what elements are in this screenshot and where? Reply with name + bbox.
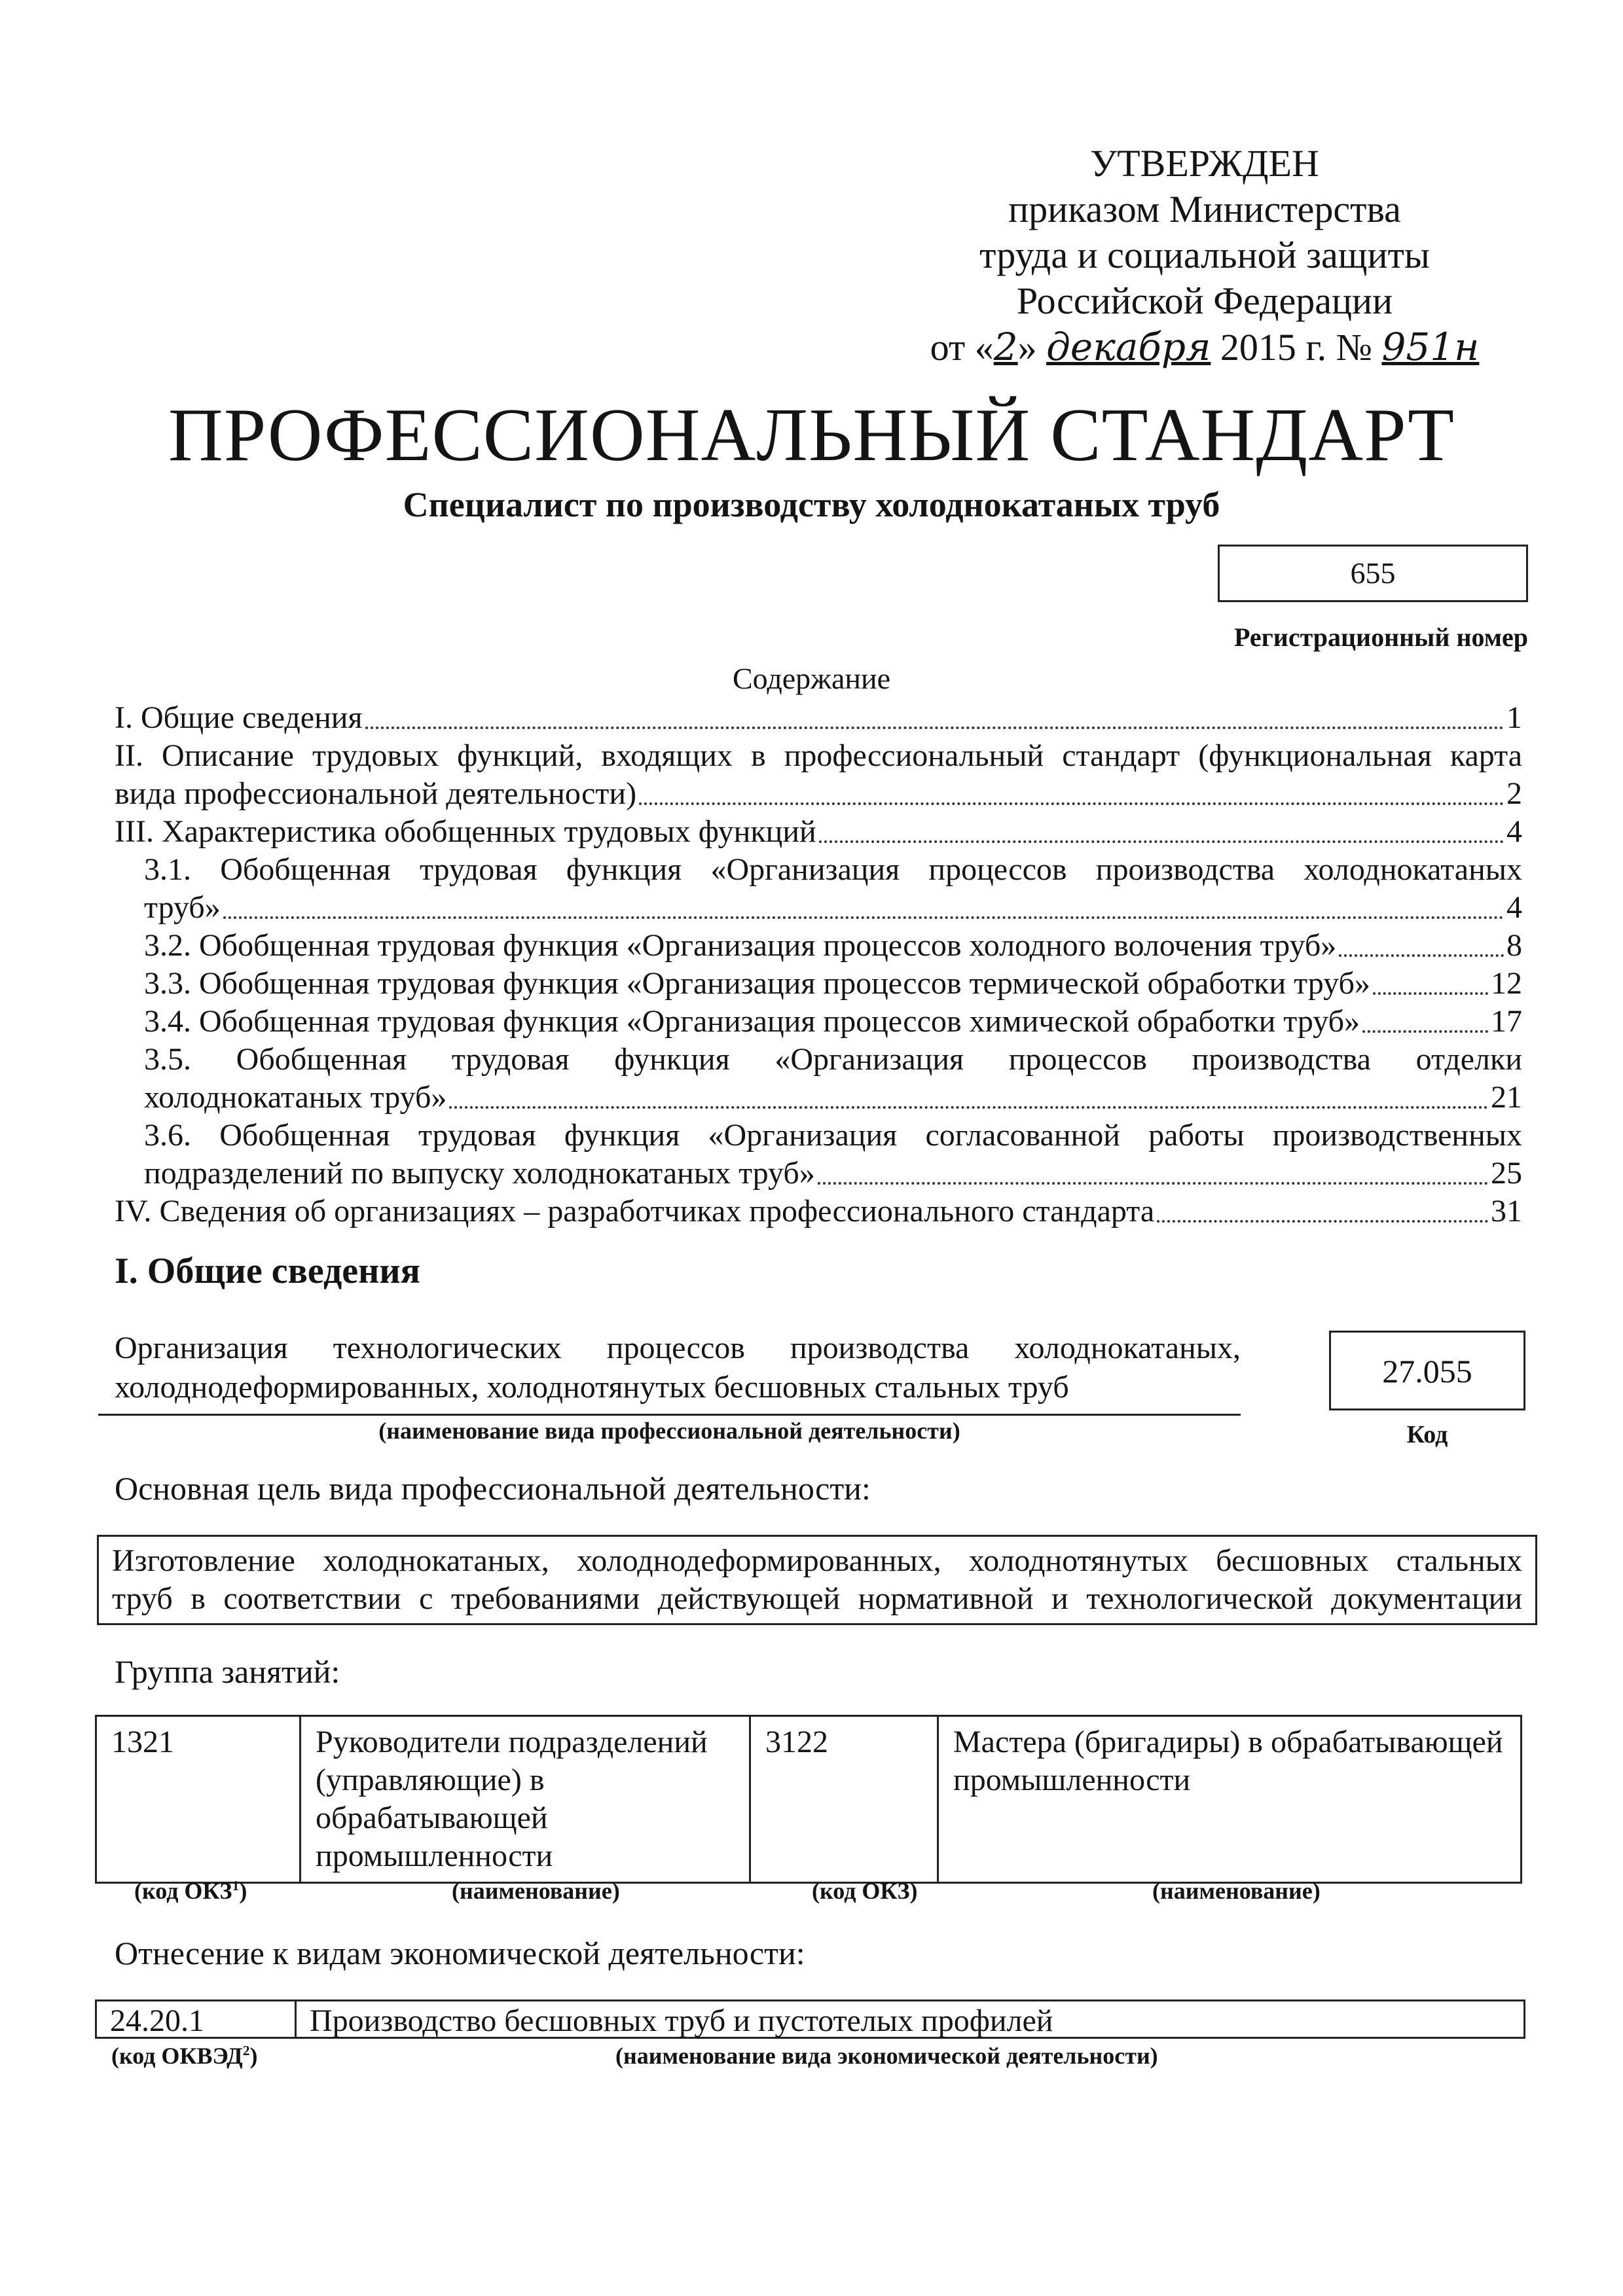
document-title: ПРОФЕССИОНАЛЬНЫЙ СТАНДАРТ [168,393,1455,477]
toc-item[interactable]: 3.3. Обобщенная трудовая функция «Организация процессов термической обработки труб» 12 [144,966,1522,1001]
toc-title: Содержание [732,662,891,695]
toc-item[interactable]: 3.2. Обобщенная трудовая функция «Организация процессов холодного волочения труб» 8 [144,928,1522,963]
okz-name-caption: (наименование) [452,1878,620,1904]
toc-item[interactable]: 3.4. Обобщенная трудовая функция «Организация процессов химической обработки труб» 17 [144,1004,1522,1039]
okved-code-cell: 24.20.1 [110,2003,204,2038]
toc-item[interactable]: вида профессиональной деятельности) 2 [115,776,1522,811]
goal-label: Основная цель вида профессиональной деятельности: [115,1470,871,1507]
toc-item-line[interactable]: II. Описание трудовых функций, входящих в профессиональный стандарт (функциональная карта [115,738,1522,773]
table-row [96,1716,1522,1883]
toc-item-line[interactable]: 3.6. Обобщенная трудовая функция «Организация согласованной работы производственных [144,1118,1522,1153]
toc-item[interactable]: I. Общие сведения 1 [115,700,1522,735]
activity-name [115,1329,1241,1407]
toc-item[interactable]: холоднокатаных труб» 21 [144,1080,1522,1115]
section-heading: I. Общие сведения [115,1251,420,1291]
activity-line: холоднодеформированных, холоднотянутых бесшовных стальных труб [115,1370,1069,1405]
approval-line: Российской Федерации [1016,279,1393,322]
group-label: Группа занятий: [115,1653,340,1690]
okz-name-cell: Руководители подразделений (управляющие) в обрабатывающей промышленности [301,1716,750,1883]
date-year: 2015 г. № [1211,326,1382,368]
occupation-group-table [95,1715,1522,1884]
activity-line: Организация технологических процессов производства холоднокатаных, [115,1331,1241,1365]
okved-name-caption: (наименование вида экономической деятельности) [615,2043,1158,2069]
okved-label: Отнесение к видам экономической деятельности: [115,1935,805,1971]
okved-code-caption: (код ОКВЭД$^2$) [111,2043,258,2069]
approval-line: приказом Министерства [1008,188,1401,230]
toc-item-line[interactable]: 3.1. Обобщенная трудовая функция «Организация процессов производства холоднокатаных [144,852,1522,887]
approval-date-line [917,324,1493,370]
okz-name-cell: Мастера (бригадиры) в обрабатывающей промышленности [938,1716,1522,1883]
registration-number-box: 655 [1218,545,1528,602]
date-mid: » [1017,326,1047,368]
activity-underline [98,1414,1241,1416]
toc-item[interactable]: III. Характеристика обобщенных трудовых функций 4 [115,814,1522,849]
registration-number-label: Регистрационный номер [1233,622,1528,652]
goal-box [97,1535,1537,1625]
approval-line: УТВЕРЖДЕН [1090,142,1319,185]
approval-line: труда и социальной защиты [979,234,1430,276]
okved-divider [295,2001,297,2038]
date-month: декабря [1046,325,1211,369]
toc-item[interactable]: подразделений по выпуску холоднокатаных труб» 25 [144,1156,1522,1191]
okved-name-cell: Производство бесшовных труб и пустотелых профилей [310,2003,1053,2038]
okz-code-cell: 3122 [750,1716,938,1883]
activity-caption: (наименование вида профессиональной деятельности) [378,1418,960,1444]
okved-table [95,2000,1525,2039]
document-subtitle: Специалист по производству холоднокатаных труб [403,485,1220,524]
order-number: 951н [1381,325,1480,369]
toc-item-line[interactable]: 3.5. Обобщенная трудовая функция «Организация процессов производства отделки [144,1042,1522,1077]
toc-item[interactable]: IV. Сведения об организациях – разработчиках профессионального стандарта 31 [115,1194,1522,1229]
date-day: 2 [993,325,1018,369]
toc-item[interactable]: труб» 4 [144,890,1522,925]
approval-block [917,141,1493,370]
goal-line: Изготовление холоднокатаных, холоднодеформированных, холоднотянутых бесшовных стальных [112,1543,1522,1578]
okz-name-caption: (наименование) [1152,1878,1321,1904]
goal-line: труб в соответствии с требованиями действующей нормативной и технологической документации [112,1581,1522,1616]
okz-code-caption: (код ОКЗ) [812,1878,918,1904]
table-of-contents [115,699,1522,1230]
okz-code-cell: 1321 [96,1716,301,1883]
activity-code-caption: Код [1406,1421,1448,1448]
date-prefix: от « [930,326,994,368]
okz-code-caption: (код ОКЗ$^1$) [134,1878,247,1904]
activity-code-box: 27.055 [1329,1331,1525,1410]
